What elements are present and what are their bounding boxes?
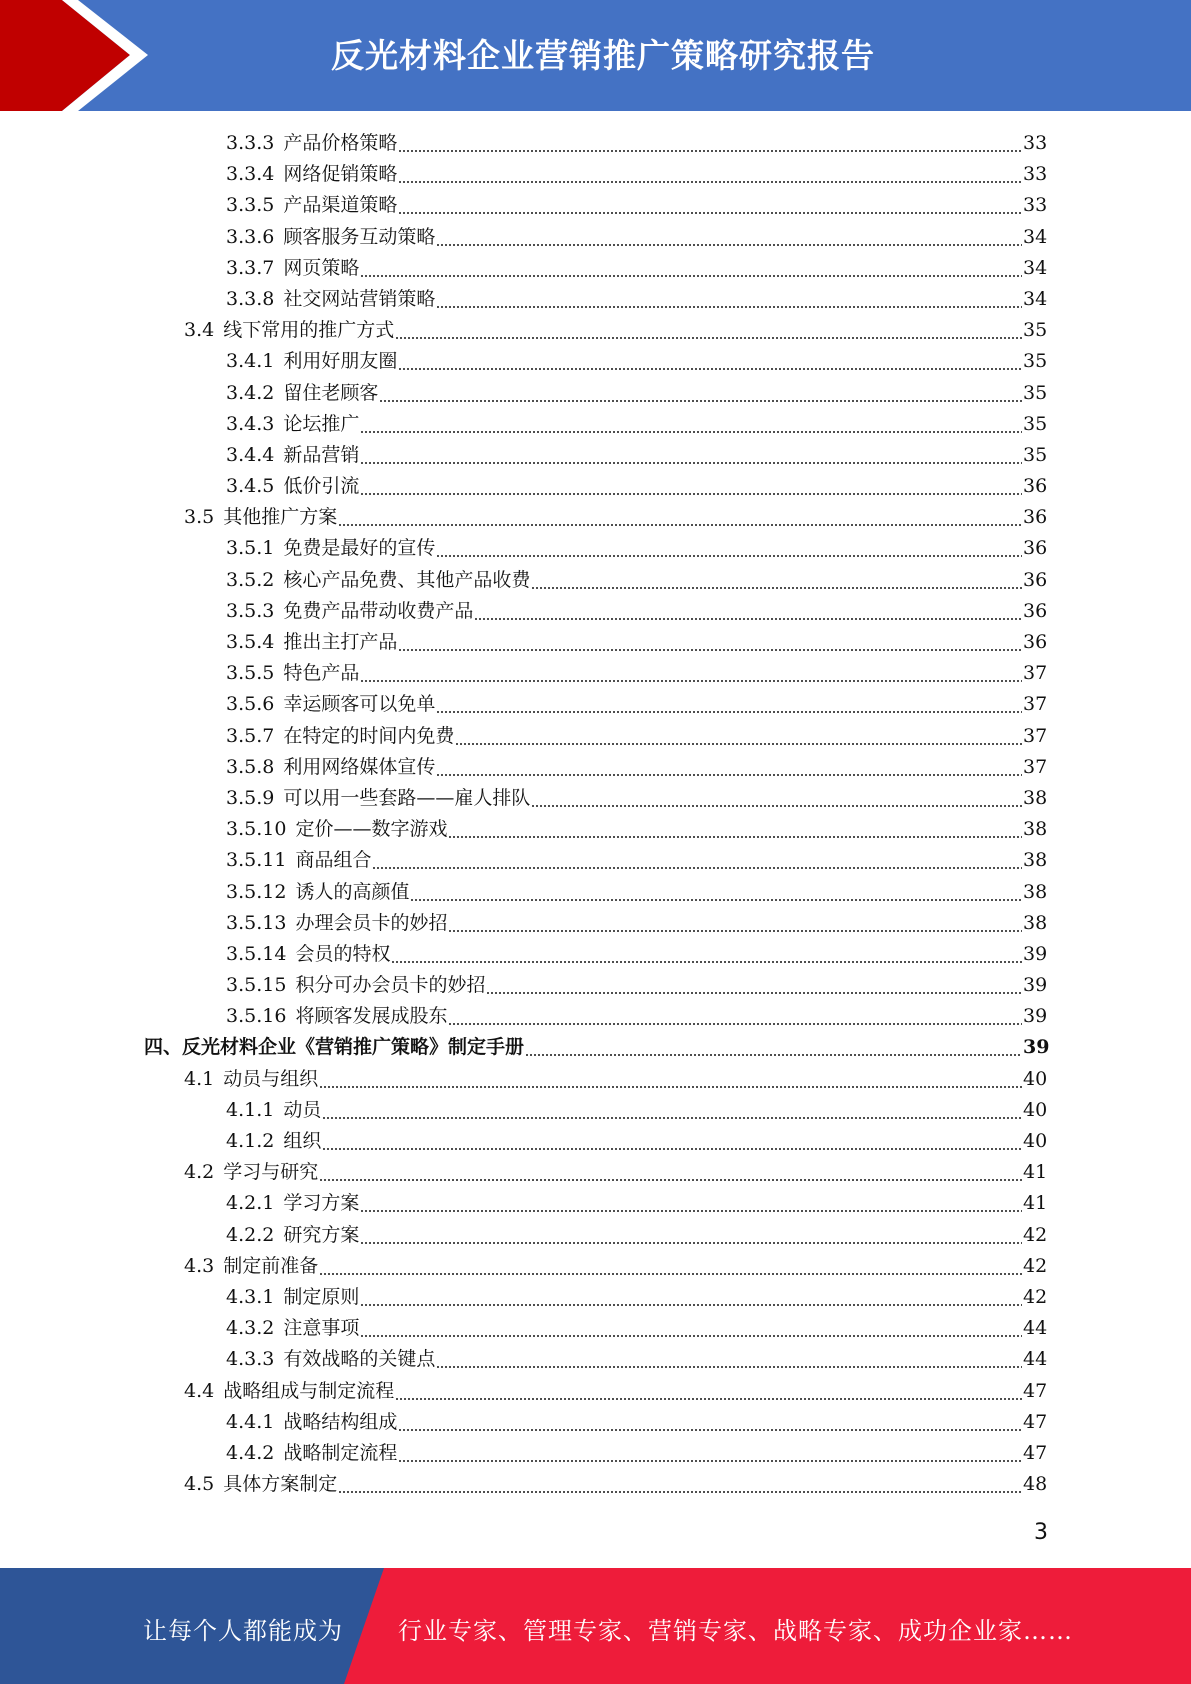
toc-entry[interactable] <box>0 721 1191 752</box>
toc-entry-page: 41 <box>1023 1161 1048 1184</box>
toc-dot-leader <box>338 502 1022 533</box>
toc-entry-number: 3.5.1 <box>226 537 275 560</box>
toc-entry-number: 3.5.14 <box>226 942 287 965</box>
toc-entry-title <box>226 159 397 190</box>
toc-dot-leader <box>436 689 1022 720</box>
toc-entry-label: 网页策略 <box>283 256 360 279</box>
toc-dot-leader <box>372 845 1022 876</box>
toc-entry-title <box>226 689 435 720</box>
toc-entry[interactable] <box>0 1032 1191 1063</box>
toc-entry-title <box>184 1064 318 1095</box>
toc-entry-page: 38 <box>1023 880 1048 903</box>
toc-entry-page: 38 <box>1023 818 1048 841</box>
toc-entry-label: 利用好朋友圈 <box>283 350 398 373</box>
toc-entry[interactable] <box>0 1251 1191 1282</box>
toc-entry-label: 有效战略的关键点 <box>283 1348 436 1371</box>
toc-entry-number: 3.5.10 <box>226 818 287 841</box>
toc-dot-leader <box>360 440 1022 471</box>
toc-entry-page: 36 <box>1023 599 1048 622</box>
toc-entry-number: 3.5.2 <box>226 568 275 591</box>
toc-entry-label: 办理会员卡的妙招 <box>295 911 448 934</box>
toc-entry-title <box>184 502 337 533</box>
toc-dot-leader <box>360 658 1022 689</box>
toc-entry[interactable] <box>0 1313 1191 1344</box>
toc-entry-number: 3.5.5 <box>226 662 275 685</box>
toc-entry[interactable] <box>0 159 1191 190</box>
toc-entry-number: 3.5.7 <box>226 724 275 747</box>
toc-entry-label: 具体方案制定 <box>223 1473 338 1496</box>
toc-entry-title <box>226 783 530 814</box>
toc-entry-title <box>226 565 530 596</box>
toc-dot-leader <box>398 159 1022 190</box>
toc-entry[interactable] <box>0 1407 1191 1438</box>
toc-entry-page: 34 <box>1023 287 1048 310</box>
toc-entry-title <box>226 1220 359 1251</box>
toc-entry-label: 制定原则 <box>283 1285 360 1308</box>
toc-entry-number: 4.1 <box>184 1067 215 1090</box>
page-header <box>0 0 1191 111</box>
toc-entry-label: 战略组成与制定流程 <box>223 1379 395 1402</box>
toc-entry-label: 定价——数字游戏 <box>295 818 448 841</box>
toc-entry[interactable] <box>0 1344 1191 1375</box>
toc-entry-title <box>226 1438 397 1469</box>
toc-entry-page: 36 <box>1023 506 1048 529</box>
toc-entry-page: 34 <box>1023 256 1048 279</box>
toc-entry[interactable] <box>0 440 1191 471</box>
toc-entry-label: 其他推广方案 <box>223 506 338 529</box>
toc-entry-label: 社交网站营销策略 <box>283 287 436 310</box>
toc-entry-label: 新品营销 <box>283 443 360 466</box>
toc-entry-number: 3.4 <box>184 319 215 342</box>
toc-entry-label: 低价引流 <box>283 475 360 498</box>
toc-entry[interactable] <box>0 190 1191 221</box>
toc-entry-title <box>226 409 359 440</box>
toc-entry-label: 注意事项 <box>283 1317 360 1340</box>
toc-entry-page: 39 <box>1023 942 1048 965</box>
toc-entry[interactable] <box>0 1220 1191 1251</box>
toc-entry-page: 36 <box>1023 631 1048 653</box>
toc-entry[interactable] <box>0 533 1191 564</box>
toc-entry-title <box>226 596 473 627</box>
toc-entry-page: 42 <box>1023 1223 1048 1246</box>
toc-entry-label: 会员的特权 <box>295 942 391 965</box>
toc-entry[interactable] <box>0 1001 1191 1032</box>
toc-entry-label: 免费产品带动收费产品 <box>283 599 474 622</box>
toc-entry-label: 学习方案 <box>283 1192 360 1215</box>
toc-entry[interactable] <box>0 689 1191 720</box>
toc-entry-page: 39 <box>1023 974 1048 997</box>
toc-entry-title <box>184 315 394 346</box>
toc-dot-leader <box>398 128 1022 159</box>
toc-entry[interactable] <box>0 253 1191 284</box>
toc-entry-page: 40 <box>1023 1098 1048 1121</box>
toc-dot-leader <box>319 1157 1022 1188</box>
toc-entry-title <box>226 1313 359 1344</box>
toc-dot-leader <box>395 315 1022 346</box>
toc-entry-number: 3.5.16 <box>226 1005 287 1028</box>
toc-entry-label: 利用网络媒体宣传 <box>283 755 436 778</box>
toc-dot-leader <box>338 1469 1022 1500</box>
toc-entry-title <box>226 1282 359 1313</box>
toc-entry-page: 47 <box>1023 1410 1048 1433</box>
toc-dot-leader <box>398 346 1022 377</box>
toc-entry-page: 39 <box>1023 1036 1050 1059</box>
toc-dot-leader <box>398 627 1022 658</box>
page-number: 3 <box>1034 1520 1048 1545</box>
toc-entry-page: 40 <box>1023 1067 1048 1090</box>
toc-entry-title <box>226 1001 447 1032</box>
toc-entry[interactable] <box>0 1126 1191 1157</box>
toc-entry[interactable] <box>0 1064 1191 1095</box>
toc-entry-title <box>226 908 447 939</box>
toc-dot-leader <box>360 409 1022 440</box>
toc-entry-page: 47 <box>1023 1379 1048 1402</box>
toc-dot-leader <box>486 970 1022 1001</box>
toc-entry-title <box>226 440 359 471</box>
toc-entry-title <box>226 222 435 253</box>
toc-entry-title <box>184 1376 394 1407</box>
toc-dot-leader <box>436 284 1022 315</box>
toc-entry[interactable] <box>0 970 1191 1001</box>
toc-entry[interactable] <box>0 128 1191 159</box>
toc-entry-title <box>226 845 371 876</box>
toc-entry-title <box>184 1469 337 1500</box>
toc-entry[interactable] <box>0 1095 1191 1126</box>
toc-dot-leader <box>360 471 1022 502</box>
toc-entry[interactable] <box>0 1157 1191 1188</box>
toc-entry-number: 4.3.1 <box>226 1285 275 1308</box>
toc-entry-page: 37 <box>1023 755 1048 778</box>
toc-entry-page: 33 <box>1023 163 1048 186</box>
toc-dot-leader <box>398 190 1022 221</box>
toc-entry-number: 4.2.1 <box>226 1192 275 1215</box>
toc-entry-page: 33 <box>1023 194 1048 217</box>
toc-dot-leader <box>398 1407 1022 1438</box>
toc-entry[interactable] <box>0 939 1191 970</box>
toc-entry-number: 3.3.5 <box>226 194 275 217</box>
toc-entry-number: 4.1.1 <box>226 1098 275 1121</box>
toc-entry-title <box>226 378 378 409</box>
toc-entry-number: 3.4.4 <box>226 443 275 466</box>
toc-entry-number: 3.5.6 <box>226 693 275 716</box>
toc-entry-page: 48 <box>1023 1473 1048 1496</box>
toc-entry-label: 积分可办会员卡的妙招 <box>295 974 486 997</box>
toc-entry[interactable] <box>0 409 1191 440</box>
toc-entry[interactable] <box>0 565 1191 596</box>
toc-dot-leader <box>319 1251 1022 1282</box>
toc-entry-title <box>226 627 397 658</box>
toc-entry-page: 38 <box>1023 911 1048 934</box>
toc-dot-leader <box>448 1001 1022 1032</box>
toc-entry-title <box>184 1157 318 1188</box>
toc-dot-leader <box>455 721 1022 752</box>
toc-entry[interactable] <box>0 1469 1191 1500</box>
toc-entry-number: 4.4.1 <box>226 1410 275 1433</box>
toc-entry[interactable] <box>0 752 1191 783</box>
toc-entry-label: 学习与研究 <box>223 1161 319 1184</box>
toc-entry-number: 4.2.2 <box>226 1223 275 1246</box>
toc-entry-number: 3.5.4 <box>226 631 275 653</box>
toc-entry-title <box>226 970 485 1001</box>
toc-entry-label: 留住老顾客 <box>283 381 379 404</box>
toc-entry-page: 35 <box>1023 319 1048 342</box>
toc-dot-leader <box>448 814 1022 845</box>
toc-dot-leader <box>360 253 1022 284</box>
toc-entry-title <box>144 1032 524 1063</box>
toc-dot-leader <box>360 1282 1022 1313</box>
toc-entry[interactable] <box>0 627 1191 658</box>
toc-dot-leader <box>391 939 1022 970</box>
toc-entry-page: 37 <box>1023 662 1048 685</box>
toc-dot-leader <box>360 1220 1022 1251</box>
toc-dot-leader <box>525 1032 1022 1063</box>
toc-entry[interactable] <box>0 1188 1191 1219</box>
toc-entry-label: 产品价格策略 <box>283 132 398 154</box>
toc-dot-leader <box>436 1344 1022 1375</box>
toc-entry-label: 战略结构组成 <box>283 1410 398 1433</box>
toc-entry[interactable] <box>0 596 1191 627</box>
toc-entry-title <box>226 346 397 377</box>
toc-entry-page: 42 <box>1023 1254 1048 1277</box>
toc-entry-page: 38 <box>1023 786 1048 809</box>
toc-entry-page: 33 <box>1023 132 1048 154</box>
toc-entry-label: 动员与组织 <box>223 1067 319 1090</box>
toc-entry-title <box>226 284 435 315</box>
toc-entry[interactable] <box>0 315 1191 346</box>
toc-entry-title <box>226 1095 321 1126</box>
toc-entry-title <box>226 1407 397 1438</box>
toc-entry-number: 4.5 <box>184 1473 215 1496</box>
toc-entry-page: 36 <box>1023 475 1048 498</box>
toc-entry-page: 36 <box>1023 537 1048 560</box>
toc-entry-page: 40 <box>1023 1130 1048 1152</box>
toc-entry-number: 3.3.6 <box>226 225 275 248</box>
toc-entry-label: 免费是最好的宣传 <box>283 537 436 560</box>
toc-dot-leader <box>410 877 1022 908</box>
toc-entry-number: 4.2 <box>184 1161 215 1184</box>
toc-entry-label: 动员 <box>283 1098 322 1121</box>
toc-entry-title <box>226 877 409 908</box>
toc-entry-label: 组织 <box>283 1130 322 1152</box>
toc-entry-number: 4.3.3 <box>226 1348 275 1371</box>
toc-entry-number: 3.5.15 <box>226 974 287 997</box>
toc-entry-label: 产品渠道策略 <box>283 194 398 217</box>
toc-entry-label: 战略制定流程 <box>283 1441 398 1464</box>
toc-entry-number: 3.3.7 <box>226 256 275 279</box>
toc-entry-page: 35 <box>1023 381 1048 404</box>
toc-dot-leader <box>436 752 1022 783</box>
toc-entry-title <box>226 533 435 564</box>
toc-entry-number: 3.5.9 <box>226 786 275 809</box>
toc-entry-number: 3.4.1 <box>226 350 275 373</box>
toc-entry-page: 44 <box>1023 1348 1048 1371</box>
toc-entry-title <box>226 253 359 284</box>
toc-entry-page: 35 <box>1023 350 1048 373</box>
toc-entry-label: 商品组合 <box>295 849 372 872</box>
toc-entry-title <box>226 752 435 783</box>
toc-dot-leader <box>360 1188 1022 1219</box>
toc-entry-title <box>226 471 359 502</box>
toc-entry-number: 3.5.8 <box>226 755 275 778</box>
toc-dot-leader <box>436 222 1022 253</box>
toc-entry-label: 在特定的时间内免费 <box>283 724 455 747</box>
toc-entry-number: 3.5.12 <box>226 880 287 903</box>
page-footer <box>0 1568 1191 1684</box>
toc-entry-title <box>226 658 359 689</box>
toc-entry-page: 35 <box>1023 443 1048 466</box>
toc-entry-page: 39 <box>1023 1005 1048 1028</box>
toc-entry-number: 4.1.2 <box>226 1130 275 1152</box>
toc-entry-page: 36 <box>1023 568 1048 591</box>
table-of-contents <box>0 128 1191 1500</box>
toc-entry-number: 3.3.8 <box>226 287 275 310</box>
toc-entry[interactable] <box>0 1376 1191 1407</box>
toc-dot-leader <box>395 1376 1022 1407</box>
toc-entry-page: 34 <box>1023 225 1048 248</box>
toc-entry[interactable] <box>0 1438 1191 1469</box>
toc-dot-leader <box>322 1095 1022 1126</box>
toc-entry[interactable] <box>0 502 1191 533</box>
toc-entry-label: 推出主打产品 <box>283 631 398 653</box>
toc-entry[interactable] <box>0 1282 1191 1313</box>
toc-dot-leader <box>319 1064 1022 1095</box>
report-title: 反光材料企业营销推广策略研究报告 <box>331 36 875 75</box>
toc-entry-page: 38 <box>1023 849 1048 872</box>
toc-entry-title <box>226 190 397 221</box>
toc-entry-number: 3.5.13 <box>226 911 287 934</box>
toc-entry-number: 4.4.2 <box>226 1441 275 1464</box>
toc-entry-page: 35 <box>1023 412 1048 435</box>
toc-entry-number: 4.3.2 <box>226 1317 275 1340</box>
toc-entry-title <box>184 1251 318 1282</box>
toc-entry[interactable] <box>0 471 1191 502</box>
toc-entry-title <box>226 721 454 752</box>
toc-dot-leader <box>531 565 1022 596</box>
toc-entry-label: 特色产品 <box>283 662 360 685</box>
toc-entry-label: 制定前准备 <box>223 1254 319 1277</box>
toc-dot-leader <box>474 596 1022 627</box>
toc-entry[interactable] <box>0 908 1191 939</box>
toc-entry-label: 研究方案 <box>283 1223 360 1246</box>
toc-entry-title <box>226 1344 435 1375</box>
footer-slogan-right: 行业专家、管理专家、营销专家、战略专家、成功企业家…… <box>398 1617 1073 1645</box>
toc-entry[interactable] <box>0 222 1191 253</box>
toc-entry[interactable] <box>0 658 1191 689</box>
toc-dot-leader <box>398 1438 1022 1469</box>
toc-dot-leader <box>322 1126 1022 1157</box>
toc-entry-number: 3.3.3 <box>226 132 275 154</box>
toc-entry-label: 核心产品免费、其他产品收费 <box>283 568 531 591</box>
toc-entry-page: 47 <box>1023 1441 1048 1464</box>
toc-entry-title <box>226 939 390 970</box>
toc-entry-page: 42 <box>1023 1285 1048 1308</box>
toc-entry-title <box>226 1188 359 1219</box>
toc-entry-number: 3.5 <box>184 506 215 529</box>
toc-entry[interactable] <box>0 378 1191 409</box>
toc-entry-title <box>226 128 397 159</box>
toc-entry-number: 3.4.2 <box>226 381 275 404</box>
toc-entry-label: 线下常用的推广方式 <box>223 319 395 342</box>
toc-entry-number: 3.4.5 <box>226 475 275 498</box>
toc-entry-title <box>226 1126 321 1157</box>
toc-entry[interactable] <box>0 346 1191 377</box>
toc-entry-page: 37 <box>1023 693 1048 716</box>
toc-entry[interactable] <box>0 845 1191 876</box>
toc-dot-leader <box>379 378 1022 409</box>
toc-entry-number: 3.4.3 <box>226 412 275 435</box>
toc-entry-label: 网络促销策略 <box>283 163 398 186</box>
toc-dot-leader <box>360 1313 1022 1344</box>
toc-entry-number: 4.4 <box>184 1379 215 1402</box>
toc-entry-label: 幸运顾客可以免单 <box>283 693 436 716</box>
toc-entry-label: 四、反光材料企业《营销推广策略》制定手册 <box>144 1036 525 1059</box>
toc-entry-number: 3.5.3 <box>226 599 275 622</box>
toc-entry-label: 诱人的高颜值 <box>295 880 410 903</box>
toc-entry-label: 顾客服务互动策略 <box>283 225 436 248</box>
toc-entry[interactable] <box>0 783 1191 814</box>
toc-entry-number: 3.3.4 <box>226 163 275 186</box>
toc-entry-page: 41 <box>1023 1192 1048 1215</box>
toc-entry[interactable] <box>0 877 1191 908</box>
toc-entry-page: 37 <box>1023 724 1048 747</box>
toc-entry-number: 4.3 <box>184 1254 215 1277</box>
toc-entry-number: 3.5.11 <box>226 849 287 872</box>
toc-entry-label: 可以用一些套路——雇人排队 <box>283 786 531 809</box>
toc-entry-label: 将顾客发展成股东 <box>295 1005 448 1028</box>
toc-entry[interactable] <box>0 284 1191 315</box>
toc-entry-page: 44 <box>1023 1317 1048 1340</box>
toc-entry[interactable] <box>0 814 1191 845</box>
toc-dot-leader <box>448 908 1022 939</box>
toc-entry-label: 论坛推广 <box>283 412 360 435</box>
toc-entry-title <box>226 814 447 845</box>
toc-dot-leader <box>436 533 1022 564</box>
footer-slogan-left: 让每个人都能成为 <box>143 1617 343 1645</box>
toc-dot-leader <box>531 783 1022 814</box>
